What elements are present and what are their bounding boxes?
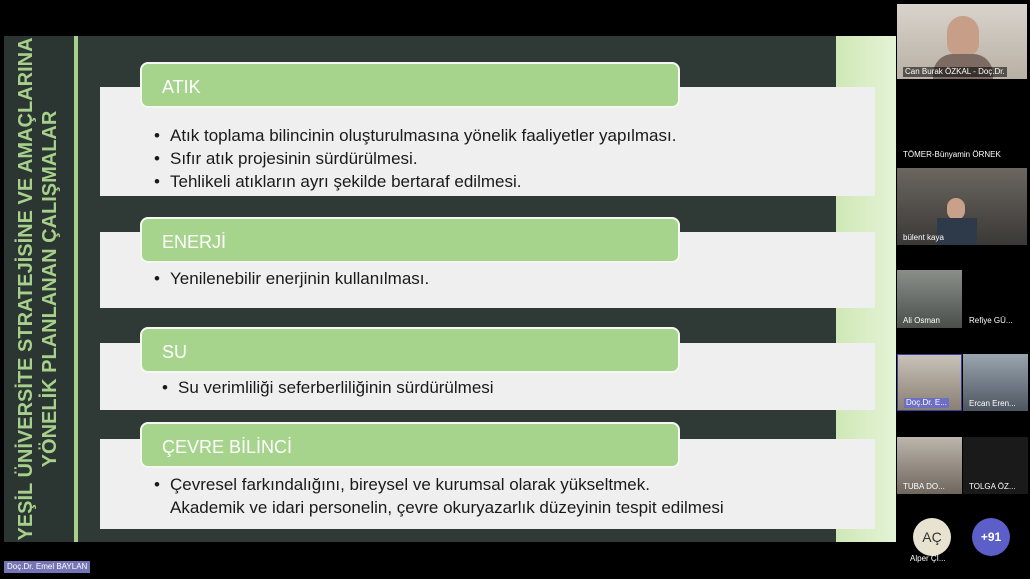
slide-divider bbox=[74, 36, 78, 542]
section-heading-waste: ATIK bbox=[140, 62, 680, 108]
vertical-title-line1: YEŞİL ÜNİVERSİTE STRATEJİSİNE VE AMAÇLARINA bbox=[15, 37, 37, 541]
participant-name: Doç.Dr. E... bbox=[906, 398, 947, 407]
participant-video-face bbox=[947, 16, 979, 56]
participant-gallery bbox=[896, 0, 1030, 579]
bullet-item: • Su verimliliği seferberliliğinin sürdürülmesi bbox=[162, 378, 494, 397]
participant-tile[interactable] bbox=[897, 270, 962, 328]
participant-name: bülent kaya bbox=[903, 233, 944, 242]
bullet-item: • Yenilenebilir enerjinin kullanılması. bbox=[154, 269, 430, 288]
participant-name: TÖMER-Bünyamin ÖRNEK bbox=[903, 150, 1001, 159]
more-participants-button[interactable]: +91 bbox=[972, 518, 1010, 556]
participant-tile[interactable] bbox=[963, 354, 1028, 411]
participant-avatar[interactable]: AÇ bbox=[913, 518, 951, 556]
presentation-slide bbox=[4, 36, 896, 542]
bullet-item: • Atık toplama bilincinin oluşturulmasına yönelik faaliyetler yapılması. bbox=[154, 126, 677, 145]
participant-tile[interactable] bbox=[963, 437, 1028, 494]
participant-tile[interactable] bbox=[897, 88, 1027, 162]
vertical-title-line2: YÖNELİK PLANLANAN ÇALIŞMALAR bbox=[39, 110, 61, 468]
bullet-item: • Sıfır atık projesinin sürdürülmesi. bbox=[154, 149, 418, 168]
participant-name: Ercan Eren... bbox=[969, 399, 1016, 408]
participant-name: Can Burak ÖZKAL - Doç.Dr. bbox=[905, 67, 1005, 76]
participant-tile[interactable] bbox=[897, 437, 962, 494]
bullet-item-continuation: Akademik ve idari personelin, çevre okuryazarlık düzeyinin tespit edilmesi bbox=[170, 498, 724, 517]
section-heading-energy: ENERJİ bbox=[140, 217, 680, 263]
bullet-item: • Çevresel farkındalığını, bireysel ve kurumsal olarak yükseltmek. bbox=[154, 475, 650, 494]
section-heading-environment: ÇEVRE BİLİNCİ bbox=[140, 422, 680, 468]
participant-name: Alper Çİ... bbox=[910, 554, 946, 563]
participant-tile-active-speaker[interactable] bbox=[897, 354, 962, 411]
participant-name: TOLGA ÖZ... bbox=[969, 482, 1016, 491]
participant-name: Refiye GÜ... bbox=[969, 316, 1013, 325]
section-heading-water: SU bbox=[140, 327, 680, 373]
participant-tile[interactable] bbox=[897, 168, 1027, 245]
bullet-item: • Tehlikeli atıkların ayrı şekilde bertaraf edilmesi. bbox=[154, 172, 522, 191]
slide-title-band bbox=[4, 36, 74, 542]
slide-vertical-title bbox=[14, 37, 62, 540]
participant-video-face bbox=[947, 198, 965, 220]
participant-name: TUBA DO... bbox=[903, 482, 945, 491]
participant-name: Ali Osman bbox=[903, 316, 940, 325]
participant-tile[interactable] bbox=[963, 270, 1028, 328]
presenter-name-label: Doç.Dr. Emel BAYLAN bbox=[4, 561, 90, 573]
participant-tile[interactable] bbox=[897, 4, 1027, 79]
